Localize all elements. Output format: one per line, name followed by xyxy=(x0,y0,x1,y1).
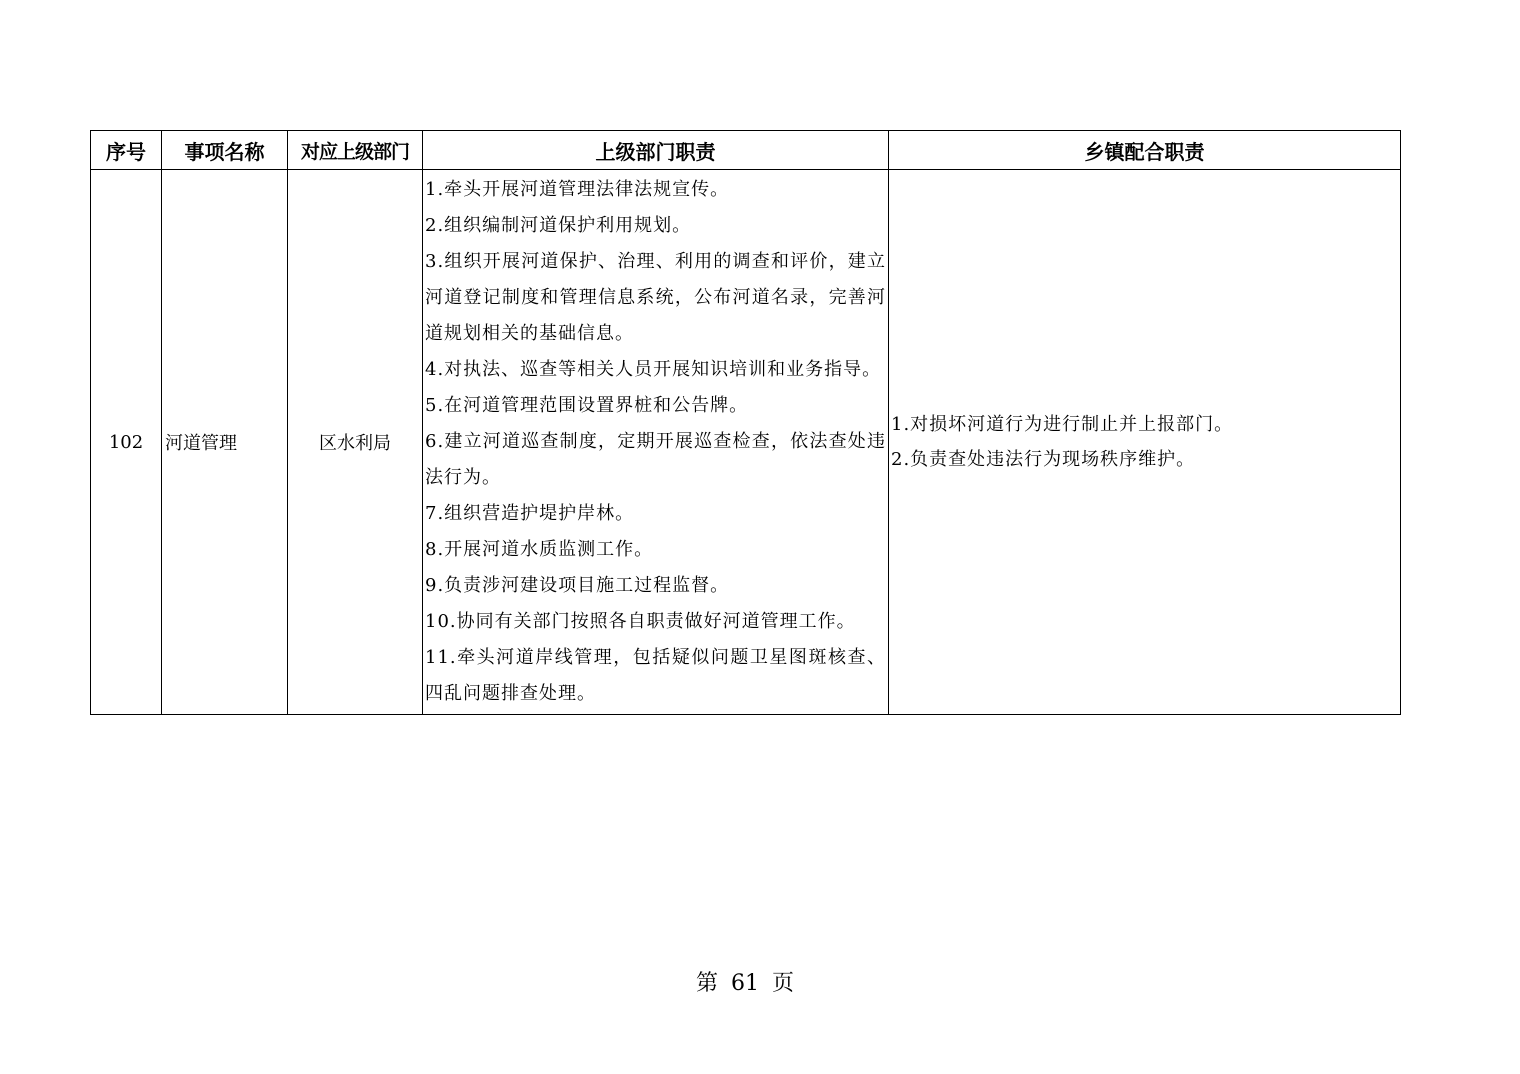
superior-duty-item: 4.对执法、巡查等相关人员开展知识培训和业务指导。 xyxy=(425,359,882,380)
town-duty-item: 2.负责查处违法行为现场秩序维护。 xyxy=(891,449,1196,470)
page-number: 第 61 页 xyxy=(696,971,794,996)
table-header-row xyxy=(91,131,1401,170)
cell-superior-dept: 区水利局 xyxy=(288,170,423,715)
superior-duty-item: 3.组织开展河道保护、治理、利用的调查和评价，建立河道登记制度和管理信息系统，公布河道名录，完善河道规划相关的基础信息。 xyxy=(425,251,886,344)
cell-town-duties xyxy=(889,170,1401,715)
town-duties-list xyxy=(889,407,1400,477)
superior-duty-item: 1.牵头开展河道管理法律法规宣传。 xyxy=(425,179,730,200)
superior-duty-item: 2.组织编制河道保护利用规划。 xyxy=(425,215,692,236)
responsibility-table xyxy=(90,130,1401,715)
superior-duty-item: 9.负责涉河建设项目施工过程监督。 xyxy=(425,575,730,596)
superior-duty-item: 6.建立河道巡查制度，定期开展巡查检查，依法查处违法行为。 xyxy=(425,431,886,488)
header-town-duties: 乡镇配合职责 xyxy=(889,131,1401,170)
superior-duty-item: 11.牵头河道岸线管理，包括疑似问题卫星图斑核查、四乱问题排查处理。 xyxy=(425,647,886,704)
town-duty-item: 1.对损坏河道行为进行制止并上报部门。 xyxy=(891,414,1234,435)
header-superior-duties: 上级部门职责 xyxy=(423,131,889,170)
header-seq: 序号 xyxy=(91,131,162,170)
superior-duty-item: 5.在河道管理范围设置界桩和公告牌。 xyxy=(425,395,749,416)
table-row xyxy=(91,170,1401,715)
header-item-name: 事项名称 xyxy=(162,131,288,170)
superior-duty-item: 10.协同有关部门按照各自职责做好河道管理工作。 xyxy=(425,611,856,632)
header-superior-dept: 对应上级部门 xyxy=(288,131,423,170)
cell-superior-duties xyxy=(423,170,889,715)
cell-seq: 102 xyxy=(91,170,162,715)
superior-duties-list xyxy=(423,170,888,714)
superior-duty-item: 7.组织营造护堤护岸林。 xyxy=(425,503,635,524)
superior-duty-item: 8.开展河道水质监测工作。 xyxy=(425,539,654,560)
cell-item-name: 河道管理 xyxy=(162,170,288,715)
